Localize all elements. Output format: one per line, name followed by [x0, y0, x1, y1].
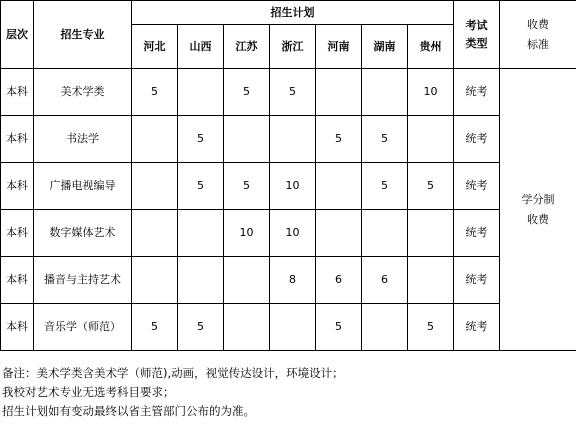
count-cell: 6	[362, 257, 408, 304]
header-province: 贵州	[408, 25, 454, 69]
header-major: 招生专业	[34, 1, 132, 69]
table-row	[1, 116, 576, 163]
table-row	[1, 163, 576, 210]
level-cell: 本科	[1, 257, 34, 304]
count-cell	[132, 210, 178, 257]
count-cell	[362, 69, 408, 116]
count-cell: 5	[316, 116, 362, 163]
count-cell: 5	[132, 69, 178, 116]
count-cell: 5	[132, 304, 178, 351]
count-cell	[224, 304, 270, 351]
level-cell: 本科	[1, 210, 34, 257]
header-province: 河南	[316, 25, 362, 69]
level-cell: 本科	[1, 304, 34, 351]
header-province: 山西	[178, 25, 224, 69]
count-cell	[270, 304, 316, 351]
exam-type-cell: 统考	[454, 69, 500, 116]
exam-type-cell: 统考	[454, 210, 500, 257]
count-cell	[408, 116, 454, 163]
count-cell	[178, 210, 224, 257]
count-cell: 5	[316, 304, 362, 351]
count-cell	[132, 163, 178, 210]
count-cell: 10	[270, 210, 316, 257]
count-cell: 10	[270, 163, 316, 210]
header-province: 河北	[132, 25, 178, 69]
table-row	[1, 257, 576, 304]
count-cell: 5	[224, 163, 270, 210]
major-cell: 音乐学（师范）	[34, 304, 132, 351]
table-row	[1, 210, 576, 257]
count-cell	[270, 116, 316, 163]
remarks	[2, 364, 344, 421]
level-cell: 本科	[1, 163, 34, 210]
count-cell: 5	[408, 163, 454, 210]
count-cell	[408, 257, 454, 304]
count-cell: 10	[408, 69, 454, 116]
major-cell: 美术学类	[34, 69, 132, 116]
exam-type-cell: 统考	[454, 163, 500, 210]
count-cell	[132, 116, 178, 163]
count-cell: 10	[224, 210, 270, 257]
count-cell: 5	[362, 163, 408, 210]
header-province: 湖南	[362, 25, 408, 69]
fee-cell: 学分制收费	[500, 69, 576, 351]
count-cell	[316, 210, 362, 257]
header-level: 层次	[1, 1, 34, 69]
table-row	[1, 304, 576, 351]
header-fee: 收费标准	[500, 1, 576, 69]
level-cell: 本科	[1, 69, 34, 116]
count-cell	[178, 69, 224, 116]
count-cell	[132, 257, 178, 304]
count-cell	[362, 304, 408, 351]
count-cell: 5	[408, 304, 454, 351]
table-row	[1, 69, 576, 116]
header-province: 江苏	[224, 25, 270, 69]
count-cell: 5	[178, 163, 224, 210]
major-cell: 广播电视编导	[34, 163, 132, 210]
count-cell: 6	[316, 257, 362, 304]
count-cell: 5	[178, 304, 224, 351]
major-cell: 书法学	[34, 116, 132, 163]
remark-line: 备注：美术学类含美术学（师范),动画，视觉传达设计，环境设计；	[2, 366, 344, 380]
major-cell: 播音与主持艺术	[34, 257, 132, 304]
count-cell: 5	[362, 116, 408, 163]
count-cell: 8	[270, 257, 316, 304]
exam-type-cell: 统考	[454, 257, 500, 304]
header-plan: 招生计划	[132, 1, 454, 25]
count-cell	[362, 210, 408, 257]
header-province: 浙江	[270, 25, 316, 69]
count-cell: 5	[224, 69, 270, 116]
count-cell	[224, 116, 270, 163]
count-cell	[178, 257, 224, 304]
count-cell	[316, 163, 362, 210]
exam-type-cell: 统考	[454, 304, 500, 351]
exam-type-cell: 统考	[454, 116, 500, 163]
header-exam-type: 考试类型	[454, 1, 500, 69]
count-cell	[316, 69, 362, 116]
count-cell: 5	[270, 69, 316, 116]
remark-line: 我校对艺术专业无选考科目要求；	[2, 385, 175, 399]
major-cell: 数字媒体艺术	[34, 210, 132, 257]
level-cell: 本科	[1, 116, 34, 163]
remark-line: 招生计划如有变动最终以省主管部门公布的为准。	[2, 404, 255, 418]
count-cell	[224, 257, 270, 304]
count-cell: 5	[178, 116, 224, 163]
count-cell	[408, 210, 454, 257]
